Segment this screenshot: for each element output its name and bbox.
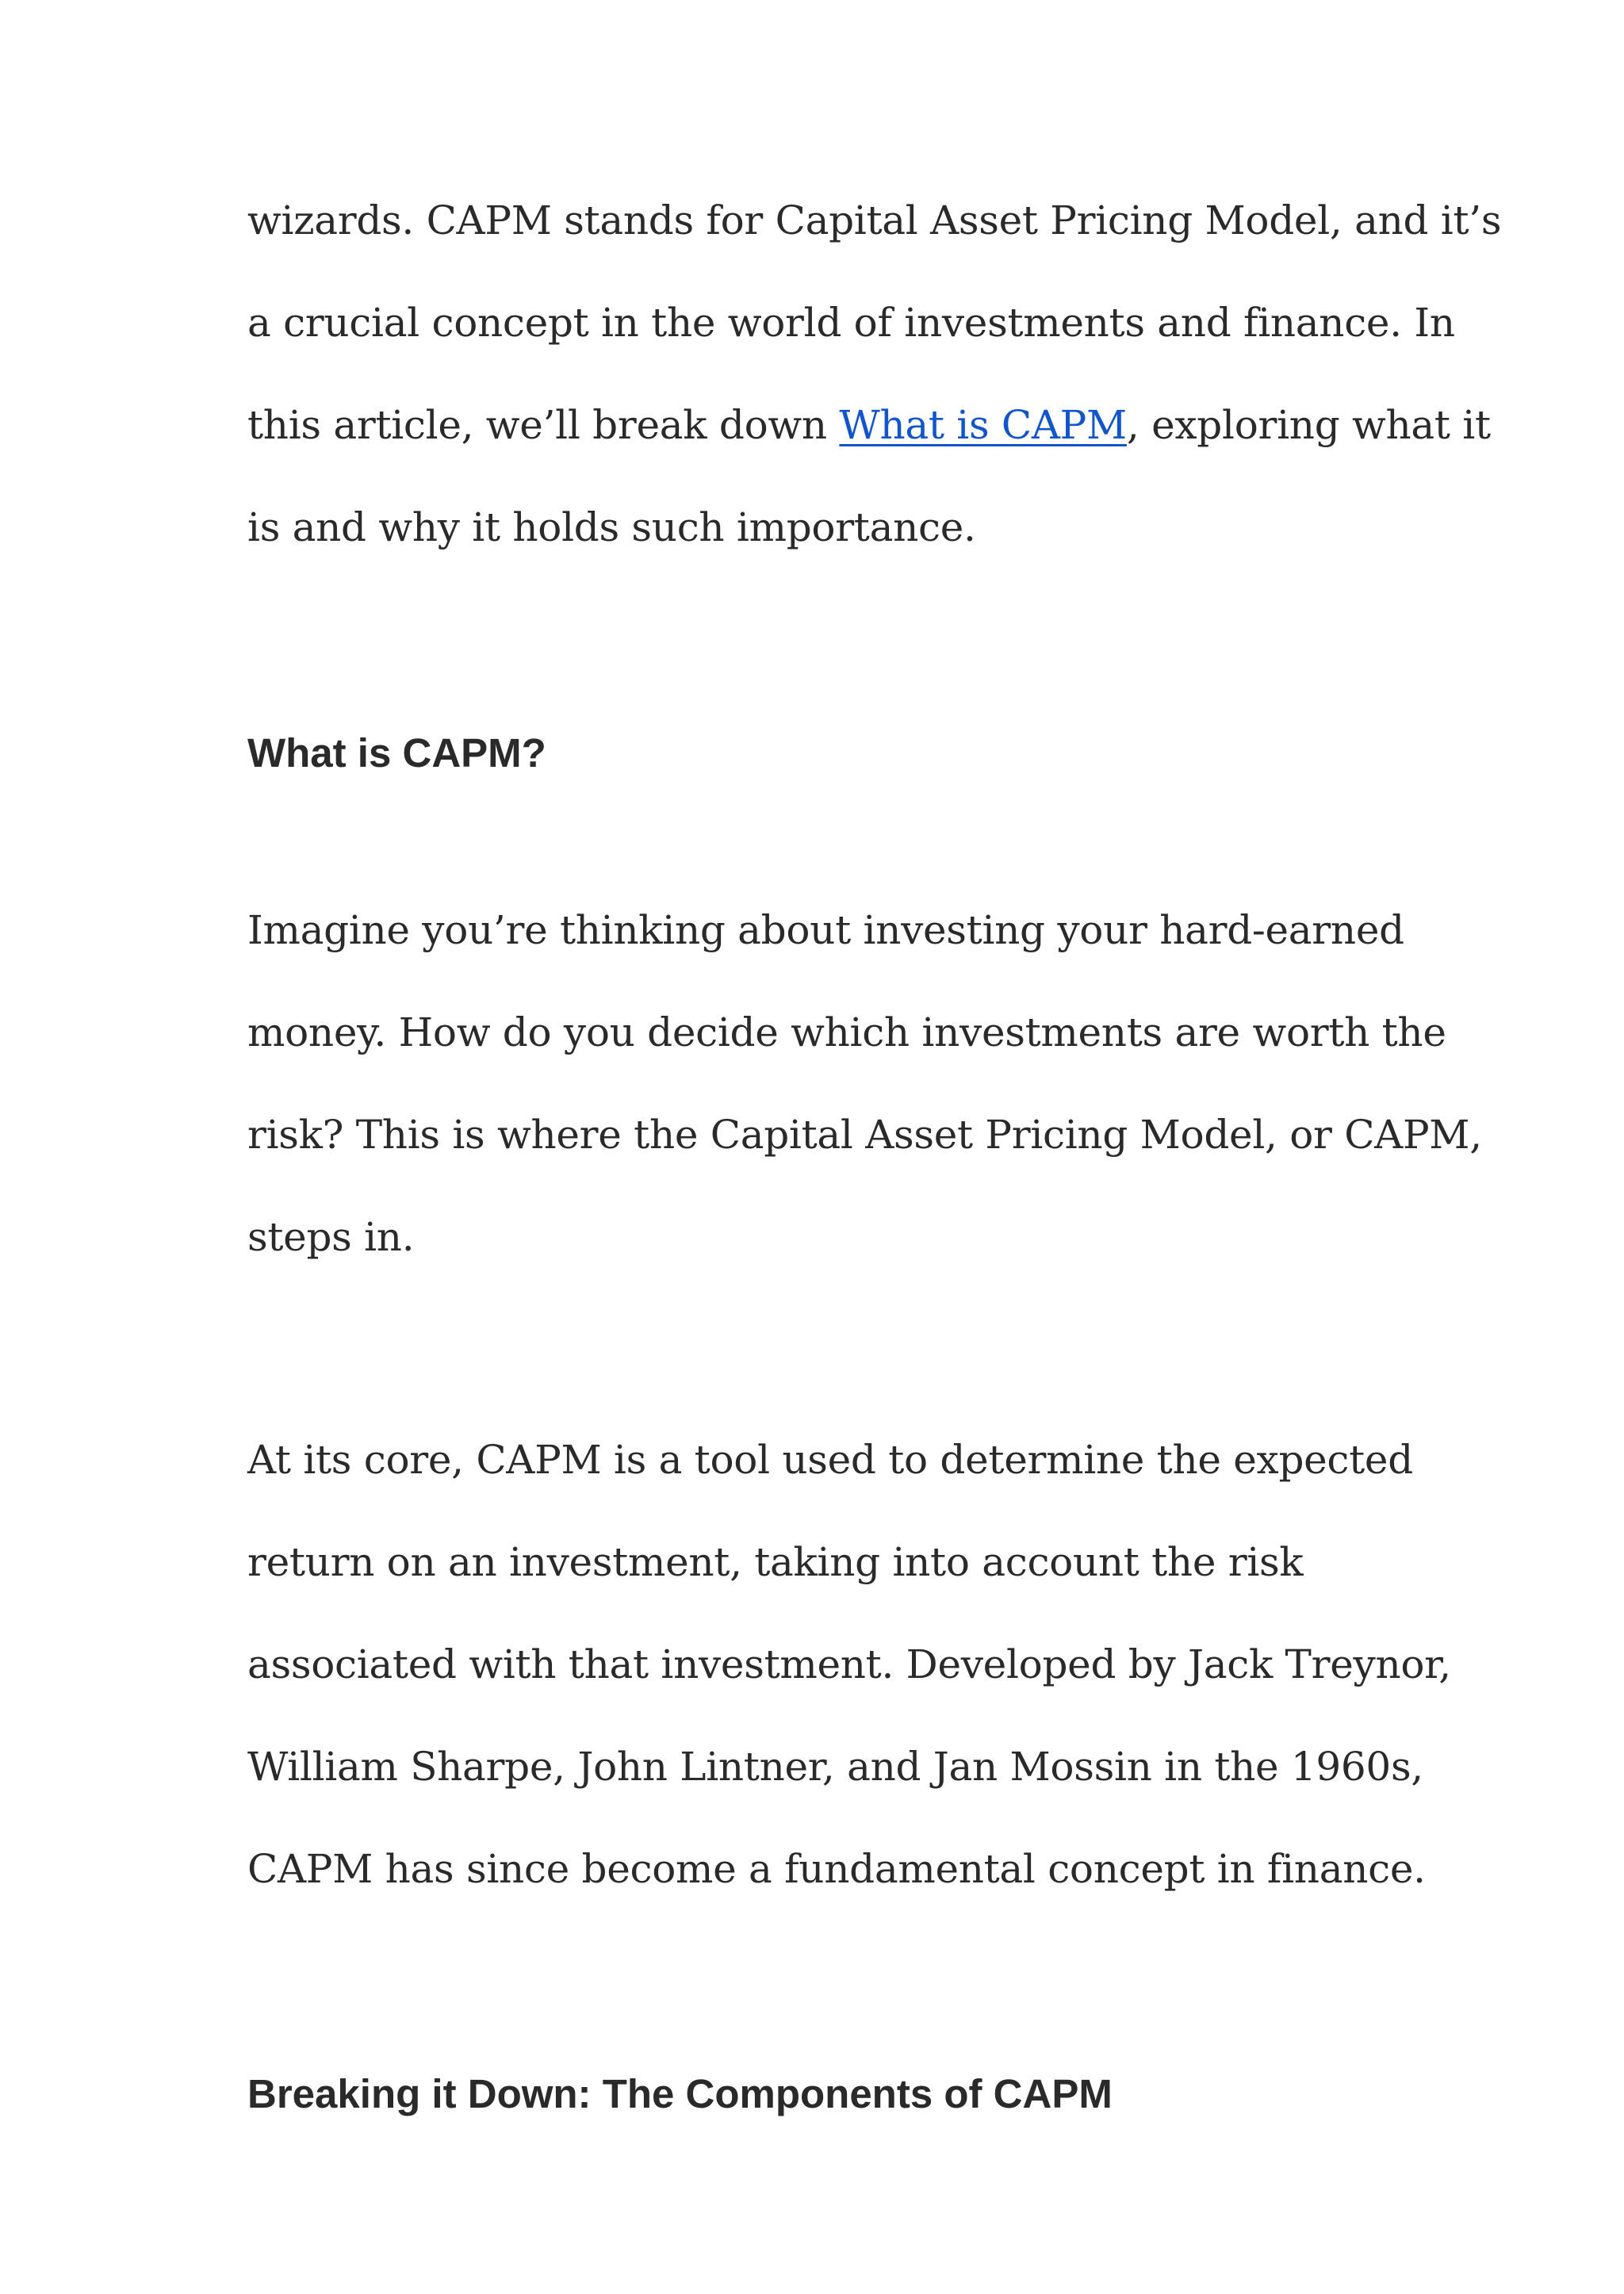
- intro-line-4: is and why it holds such importance.: [247, 504, 976, 550]
- section-heading-components-of-capm: Breaking it Down: The Components of CAPM: [247, 2071, 1113, 2116]
- paragraph-line: associated with that investment. Developed by Jack Treynor,: [247, 1641, 1451, 1687]
- paragraph-line: At its core, CAPM is a tool used to determine the expected: [247, 1437, 1413, 1483]
- paragraph-line: Imagine you’re thinking about investing your hard-earned: [247, 907, 1404, 953]
- intro-line-3: [247, 401, 1491, 449]
- paragraph-line: risk? This is where the Capital Asset Pricing Model, or CAPM,: [247, 1112, 1482, 1158]
- intro-line-2: a crucial concept in the world of investments and finance. In: [247, 300, 1455, 346]
- paragraph-line: CAPM has since become a fundamental concept in finance.: [247, 1846, 1426, 1892]
- paragraph-line: return on an investment, taking into account the risk: [247, 1539, 1304, 1585]
- paragraph-line: money. How do you decide which investments are worth the: [247, 1009, 1446, 1055]
- intro-line-3-text-after: , exploring what it: [1126, 402, 1491, 448]
- intro-line-3-text-before: this article, we’ll break down: [247, 402, 840, 448]
- paragraph-line: William Sharpe, John Lintner, and Jan Mossin in the 1960s,: [247, 1744, 1423, 1790]
- section-heading-what-is-capm: What is CAPM?: [247, 730, 546, 776]
- paragraph-line: steps in.: [247, 1214, 415, 1260]
- intro-line-1: wizards. CAPM stands for Capital Asset Pricing Model, and it’s: [247, 197, 1502, 243]
- what-is-capm-link[interactable]: What is CAPM: [839, 402, 1127, 448]
